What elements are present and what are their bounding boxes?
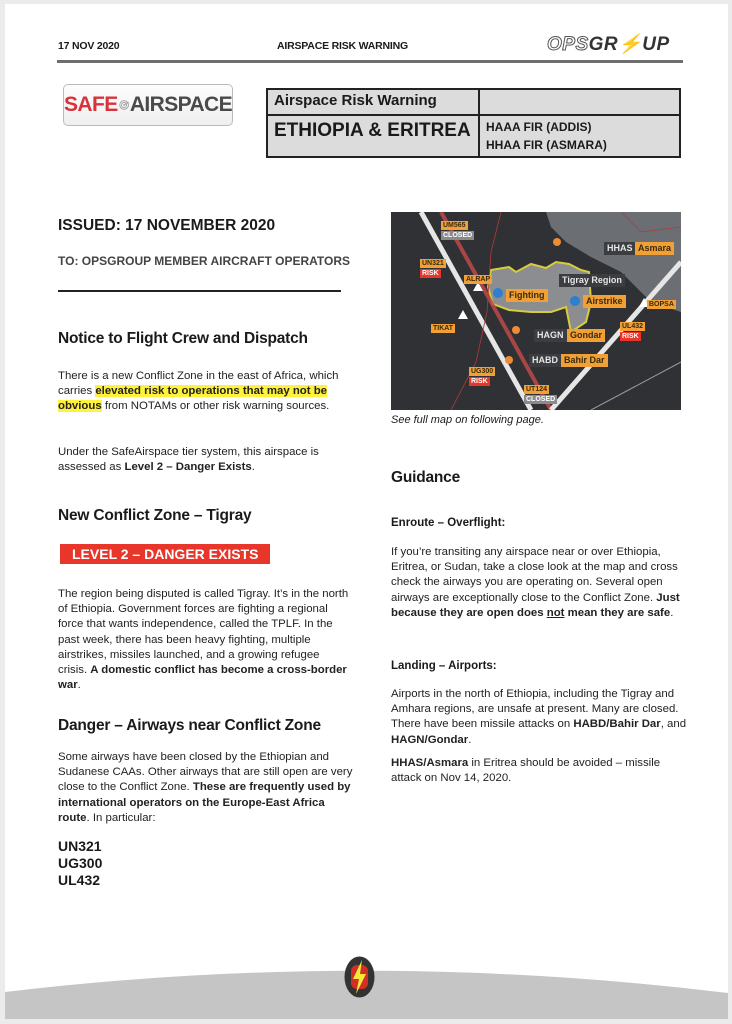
logo-safe-text: SAFE (64, 93, 118, 116)
waypoint-tag-bopsa: BOPSA (649, 301, 674, 308)
notice-paragraph-2 (58, 445, 358, 475)
airway-item: UN321 (58, 838, 102, 854)
status-tag-closed: CLOSED (443, 232, 473, 239)
text-run: If you’re transiting any airspace near or over Ethiopia, Eritrea, or Sudan, take a close look at the map and cross check the airways you are operating on. Several open airways are exceptionally close to the Conflict Zone. (391, 546, 678, 604)
bold-text: HABD/Bahir Dar (573, 718, 661, 731)
text-run: There is a new Conflict Zone in the east of Africa, which carries (58, 370, 339, 398)
airway-tag-ug300: UG300 (471, 368, 494, 375)
text-run: . (468, 733, 472, 746)
airway-item: UL432 (58, 872, 101, 888)
event-label-airstrike: Airstrike (583, 295, 626, 308)
map-caption: See full map on following page. (391, 414, 544, 426)
document-page (5, 4, 728, 1019)
safeairspace-logo (63, 84, 233, 126)
logo-gr-text: GR (588, 34, 619, 55)
fir-item: HAAA FIR (ADDIS) (486, 120, 592, 134)
text-run: . (670, 606, 674, 619)
text-run: Under the SafeAirspace tier system, this airspace is assessed as (58, 446, 319, 474)
text-run: . (77, 679, 81, 692)
bold-text: HHAS/Asmara (391, 757, 469, 769)
fighting-icon (493, 288, 503, 298)
warning-country: ETHIOPIA & ERITREA (267, 115, 479, 157)
opsgroup-logo (547, 32, 670, 56)
opsgroup-bolt-badge-icon (344, 956, 375, 998)
airport-code-hhas: HHAS (604, 242, 636, 255)
status-tag-risk: RISK (422, 270, 439, 277)
text-run: from NOTAMs or other risk warning sources. (101, 400, 330, 413)
logo-up-text: UP (642, 34, 670, 55)
lightning-icon: ⚡ (618, 34, 643, 55)
missile-bahir-dar-icon (505, 356, 513, 364)
text-run: . (251, 461, 255, 474)
airstrike-icon (570, 296, 580, 306)
conflict-heading: New Conflict Zone – Tigray (58, 507, 252, 524)
guidance-heading: Guidance (391, 469, 461, 486)
logo-ops-text: OPS (547, 34, 589, 55)
airway-tag-ut124: UT124 (526, 386, 548, 393)
notice-heading: Notice to Flight Crew and Dispatch (58, 330, 308, 347)
airway-tag-um565: UM565 (443, 222, 466, 229)
warning-title: Airspace Risk Warning (267, 89, 479, 115)
airport-name-asmara: Asmara (635, 242, 674, 255)
logo-airspace-text: AIRSPACE (129, 93, 232, 116)
status-tag-closed: CLOSED (526, 396, 556, 403)
bold-text: Just because they are open does (391, 591, 680, 619)
danger-heading: Danger – Airways near Conflict Zone (58, 717, 321, 734)
bold-text: HAGN/Gondar (391, 733, 469, 746)
airway-item: UG300 (58, 855, 103, 871)
status-tag-risk: RISK (471, 378, 488, 385)
conflict-paragraph (58, 587, 350, 693)
airport-name-gondar: Gondar (567, 329, 605, 342)
enroute-paragraph (391, 545, 691, 621)
issued-date: ISSUED: 17 NOVEMBER 2020 (58, 217, 276, 234)
highlighted-text: elevated risk to operations that may not be obvious (58, 385, 328, 413)
airway-tag-ul432: UL432 (622, 323, 644, 330)
text-run: . In particular: (86, 811, 156, 824)
asmara-paragraph (391, 756, 691, 786)
airway-tag-un321: UN321 (422, 260, 444, 267)
level-badge: LEVEL 2 – DANGER EXISTS (60, 544, 270, 564)
radar-icon (119, 95, 129, 115)
warning-firs (479, 115, 680, 157)
region-label-tigray: Tigray Region (559, 274, 625, 287)
text-run: Some airways have been closed by the Ethiopian and Sudanese CAAs. Other airways that are still open are very close to the Conflict Zone. (58, 751, 353, 794)
airway-list (58, 838, 102, 889)
underlined-text: not (546, 606, 565, 619)
waypoint-tag-tikat: TIKAT (433, 325, 454, 332)
landing-paragraph (391, 687, 691, 748)
airport-name-bahir-dar: Bahir Dar (561, 354, 608, 367)
bold-text: mean they are safe (564, 606, 671, 619)
status-tag-risk: RISK (622, 333, 639, 340)
missile-asmara-icon (553, 238, 561, 246)
bold-text: A domestic conflict has become a cross-border war (58, 664, 347, 692)
warning-empty-cell (479, 89, 680, 115)
header-date: 17 NOV 2020 (58, 40, 120, 52)
airport-code-habd: HABD (529, 354, 561, 367)
fir-item: HHAA FIR (ASMARA) (486, 138, 607, 152)
bold-text: These are frequently used by international operators on the Europe-East Africa route (58, 781, 351, 824)
text-run: The region being disputed is called Tigray. It’s in the north of Ethiopia. Government forces are fighting a regional force that wants independence, called the TPLF. In the past week, there has been heavy fighting, multiple airstrikes, missiles launched, and a growing refugee crisis. (58, 588, 349, 677)
header-divider (57, 60, 683, 63)
text-run: , and (660, 718, 687, 731)
missile-gondar-icon (512, 326, 520, 334)
waypoint-tag-alrap: ALRAP (466, 276, 491, 283)
notice-paragraph-1 (58, 369, 358, 415)
section-divider (58, 290, 341, 292)
enroute-heading: Enroute – Overflight: (391, 517, 506, 529)
danger-paragraph (58, 750, 353, 826)
landing-heading: Landing – Airports: (391, 660, 497, 672)
airport-code-hagn: HAGN (534, 329, 567, 342)
event-label-fighting: Fighting (506, 289, 548, 302)
warning-summary-table (266, 88, 681, 158)
recipient-line: TO: OPSGROUP MEMBER AIRCRAFT OPERATORS (58, 254, 351, 268)
text-run: in Eritrea should be avoided – missile attack on Nov 14, 2020. (391, 757, 661, 785)
header-doc-type: AIRSPACE RISK WARNING (277, 40, 408, 52)
text-run: Airports in the north of Ethiopia, including the Tigray and Amhara regions, are unsafe at present. Many are closed. There have been missile attacks on (391, 688, 679, 731)
conflict-map (391, 212, 681, 410)
bold-text: Level 2 – Danger Exists (124, 461, 252, 474)
